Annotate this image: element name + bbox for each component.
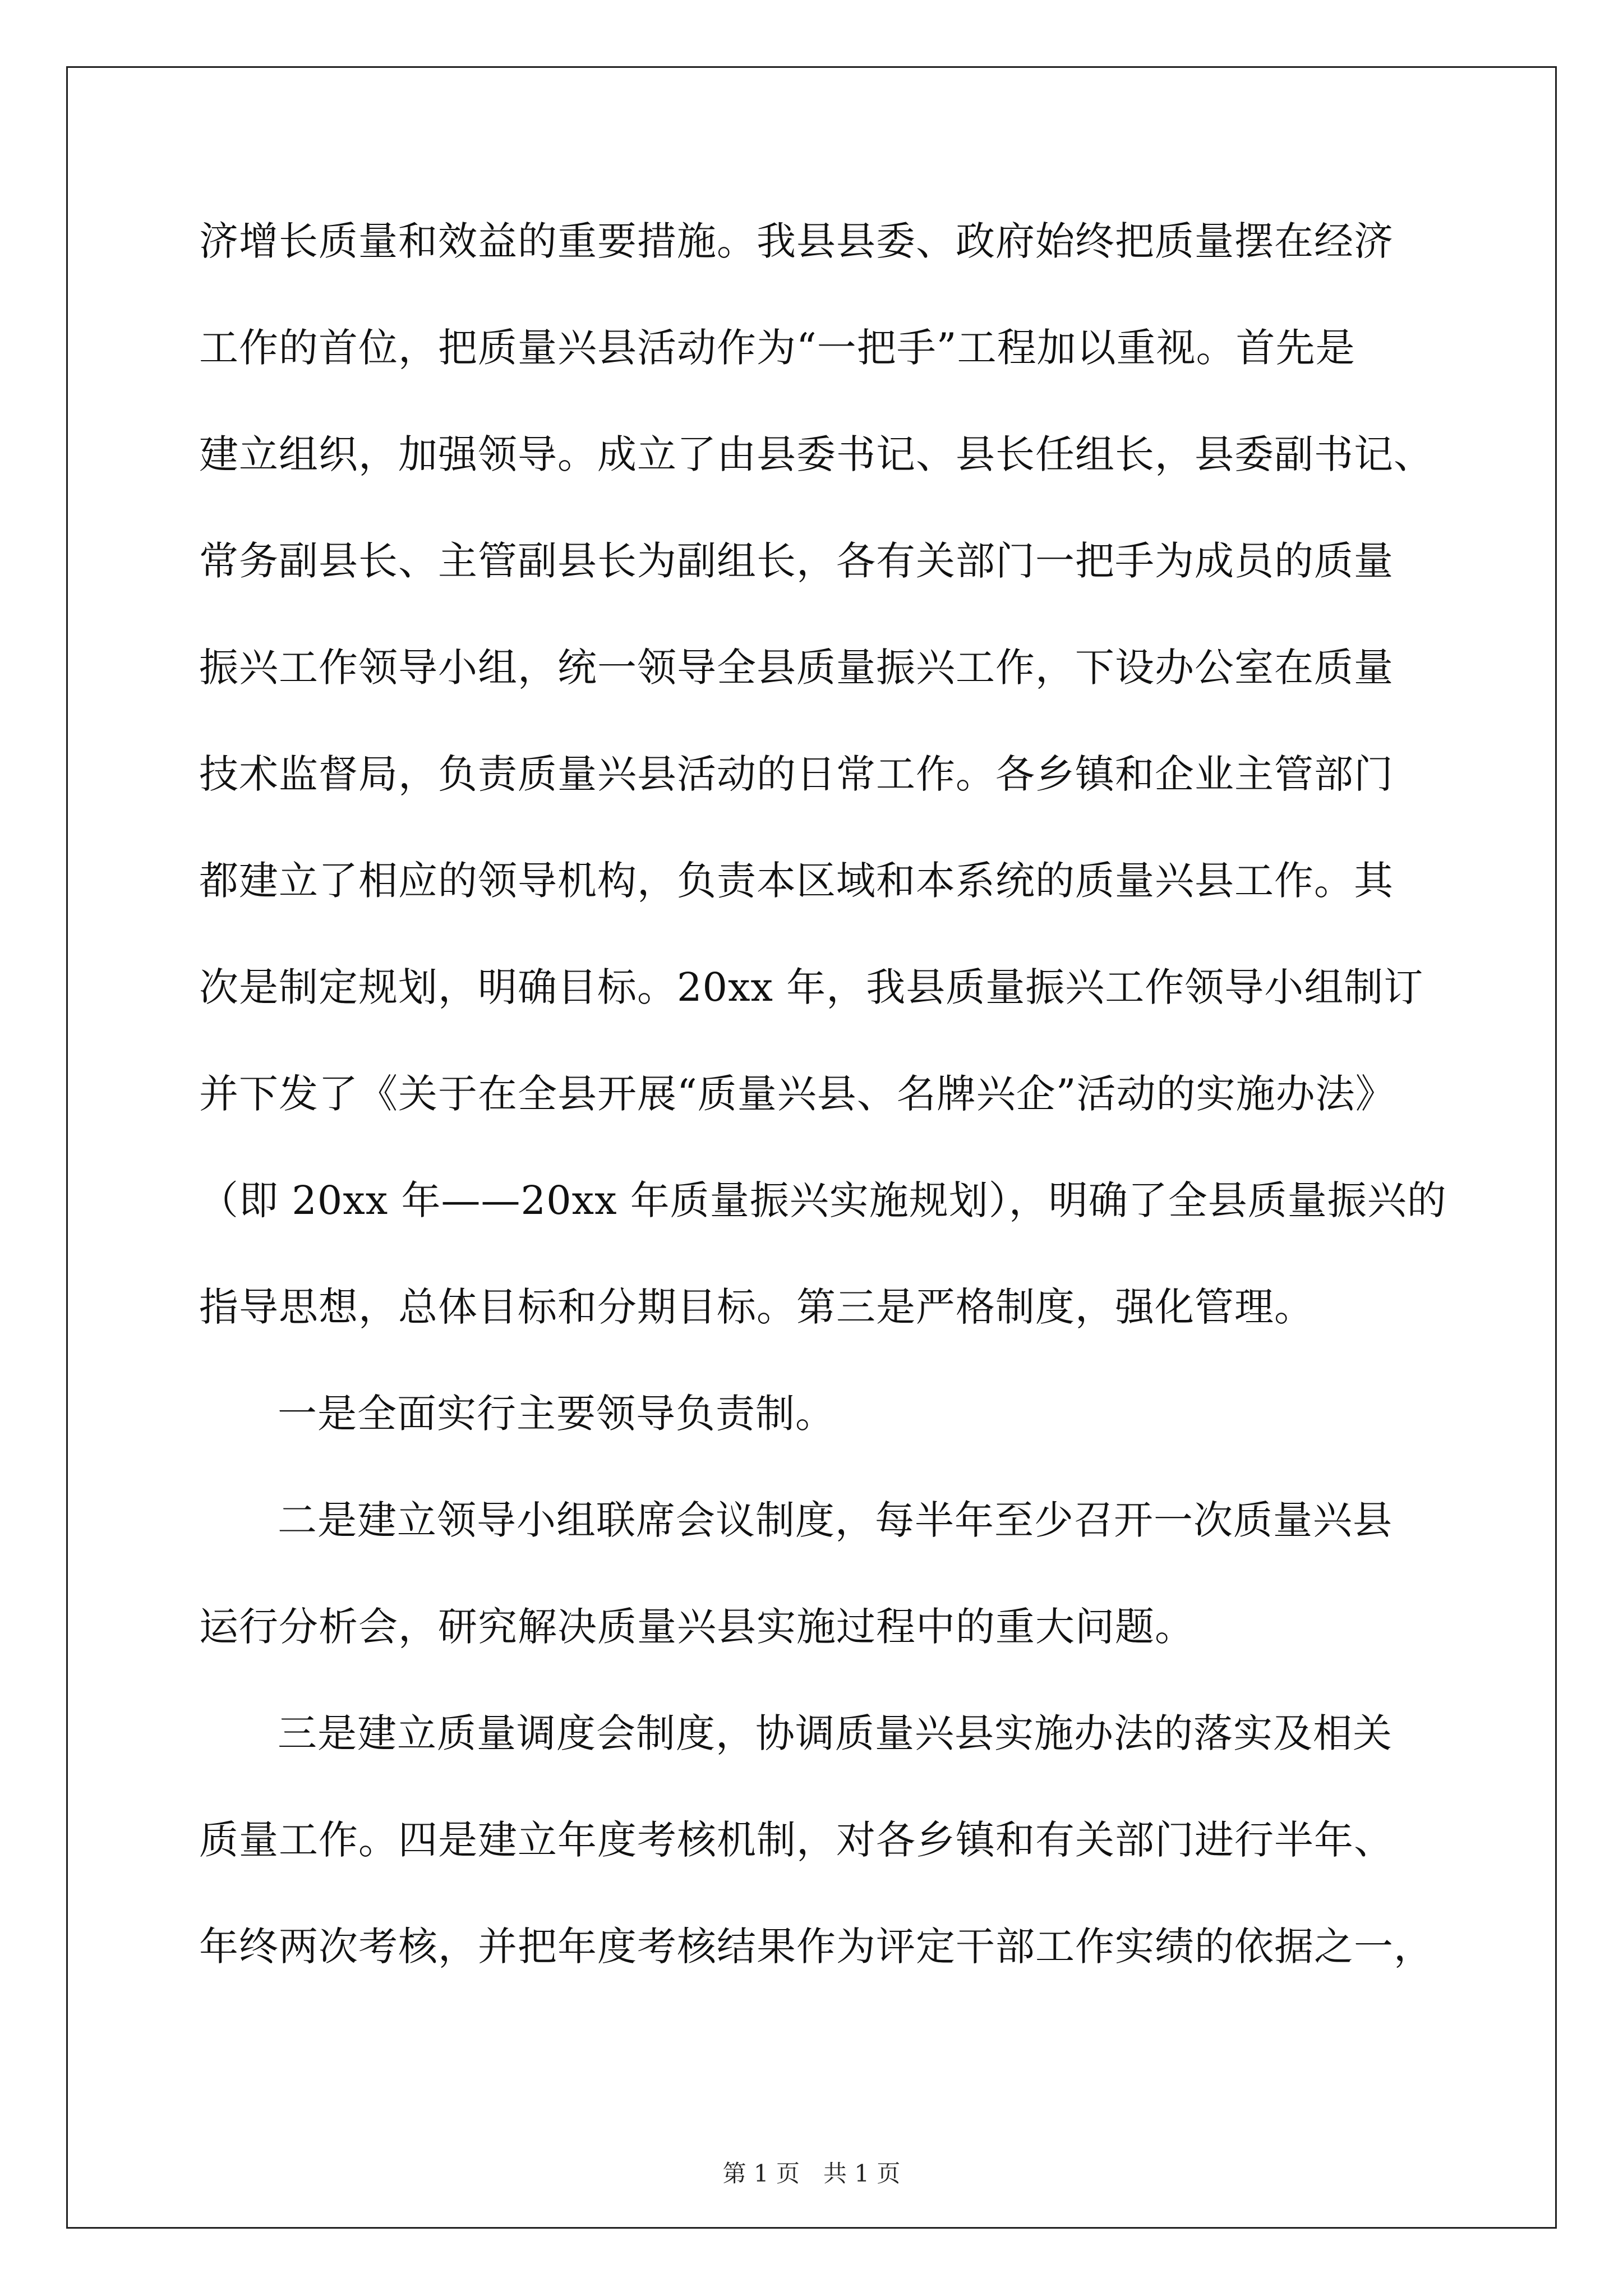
body-line: 振兴工作领导小组，统一领导全县质量振兴工作，下设办公室在质量 [199, 645, 1394, 691]
body-line: 技术监督局，负责质量兴县活动的日常工作。各乡镇和企业主管部门 [199, 751, 1394, 797]
paragraph-start-line: 二是建立领导小组联席会议制度，每半年至少召开一次质量兴县 [278, 1497, 1393, 1543]
body-line: 并下发了《关于在全县开展“质量兴县、名牌兴企”活动的实施办法》 [199, 1071, 1395, 1117]
body-line: 质量工作。四是建立年度考核机制，对各乡镇和有关部门进行半年、 [199, 1817, 1394, 1863]
page-border [66, 66, 1557, 2229]
paragraph-start-line: 一是全面实行主要领导负责制。 [278, 1391, 835, 1437]
paragraph-start-line: 三是建立质量调度会制度，协调质量兴县实施办法的落实及相关 [278, 1710, 1393, 1756]
body-line: 常务副县长、主管副县长为副组长，各有关部门一把手为成员的质量 [199, 538, 1394, 584]
page-footer: 第 1 页 共 1 页 [722, 2160, 901, 2187]
body-line: 建立组织，加强领导。成立了由县委书记、县长任组长，县委副书记、 [199, 431, 1433, 477]
body-line: 指导思想，总体目标和分期目标。第三是严格制度，强化管理。 [199, 1284, 1314, 1330]
body-line: 都建立了相应的领导机构，负责本区域和本系统的质量兴县工作。其 [199, 858, 1394, 904]
body-line: 济增长质量和效益的重要措施。我县县委、政府始终把质量摆在经济 [199, 218, 1394, 264]
body-line: 次是制定规划，明确目标。20xx 年，我县质量振兴工作领导小组制订 [199, 964, 1424, 1010]
body-line: 工作的首位，把质量兴县活动作为“一把手”工程加以重视。首先是 [199, 325, 1355, 371]
body-line: 运行分析会，研究解决质量兴县实施过程中的重大问题。 [199, 1604, 1195, 1650]
body-line: （即 20xx 年——20xx 年质量振兴实施规划），明确了全县质量振兴的 [199, 1177, 1447, 1223]
body-line: 年终两次考核，并把年度考核结果作为评定干部工作实绩的依据之一， [199, 1924, 1433, 1970]
